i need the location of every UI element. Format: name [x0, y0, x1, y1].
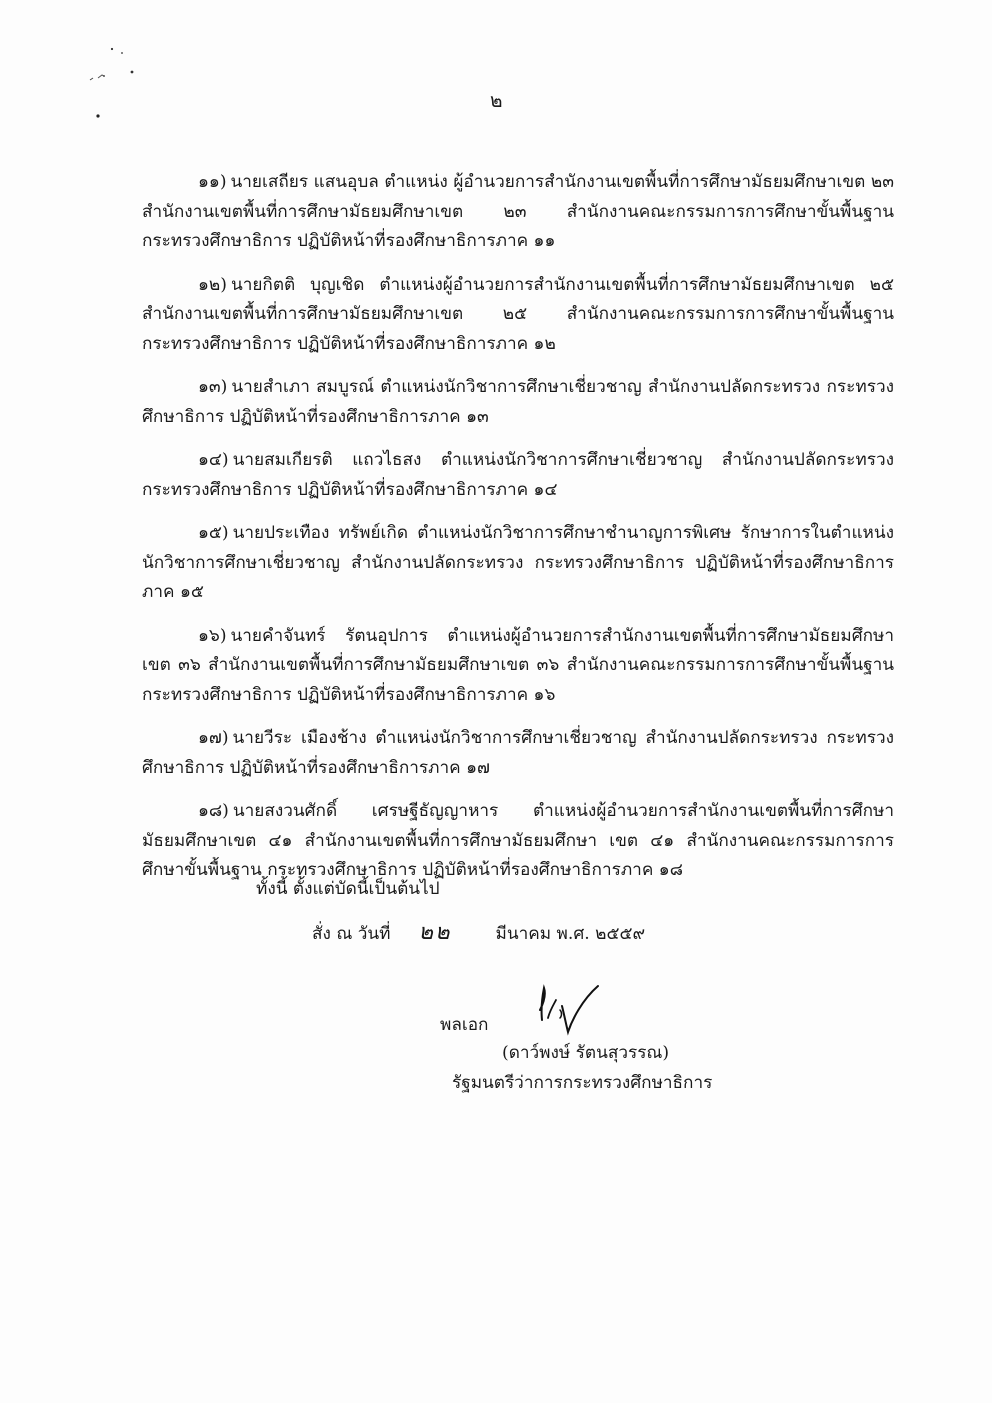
order-date [312, 914, 645, 949]
handwritten-day: ๒๒ [418, 920, 452, 945]
list-item [142, 724, 894, 783]
page-number: ๒ [490, 90, 503, 112]
list-item [142, 622, 894, 711]
list-item [142, 373, 894, 432]
item-number: ๑๗) [198, 728, 229, 748]
list-item [142, 168, 894, 257]
date-label: สั่ง ณ วันที่ [312, 924, 391, 944]
scan-specks [78, 40, 148, 130]
signatory-name: (ดาว์พงษ์ รัตนสุวรรณ) [502, 1043, 670, 1063]
item-number: ๑๓) [198, 377, 228, 397]
item-text: นายประเทือง ทรัพย์เกิด ตำแหน่งนักวิชาการศึกษาชำนาญการพิเศษ รักษาการในตำแหน่งนักวิชาการศึกษาเชี่ยวชาญ สำนักงานปลัดกระทรวง กระทรวงศึกษาธิการ ปฏิบัติหน้าที่รองศึกษาธิการภาค ๑๕ [142, 523, 894, 602]
item-number: ๑๖) [198, 625, 227, 646]
item-number: ๑๒) [198, 274, 227, 295]
item-text: นายสมเกียรติ แถวไธสง ตำแหน่งนักวิชาการศึกษาเชี่ยวชาญ สำนักงานปลัดกระทรวง กระทรวงศึกษาธิการ ปฏิบัติหน้าที่รองศึกษาธิการภาค ๑๔ [142, 450, 894, 500]
item-text: นายเสถียร แสนอุบล ตำแหน่ง ผู้อำนวยการสำนักงานเขตพื้นที่การศึกษามัธยมศึกษาเขต ๒๓ สำนักงานเขตพื้นที่การศึกษามัธยมศึกษาเขต ๒๓ สำนักงานคณะกรรมการการศึกษาขั้นพื้นฐาน กระทรวงศึกษาธิการ ปฏิบัติหน้าที่รองศึกษาธิการภาค ๑๑ [142, 172, 894, 251]
item-number: ๑๔) [198, 450, 229, 470]
closing-statement: ทั้งนี้ ตั้งแต่บัดนี้เป็นต้นไป [256, 879, 440, 899]
item-text: นายคำจันทร์ รัตนอุปการ ตำแหน่งผู้อำนวยการสำนักงานเขตพื้นที่การศึกษามัธยมศึกษาเขต ๓๖ สำนักงานเขตพื้นที่การศึกษามัธยมศึกษาเขต ๓๖ สำนักงานคณะกรรมการการศึกษาขั้นพื้นฐาน กระทรวงศึกษาธิการ ปฏิบัติหน้าที่รองศึกษาธิการภาค ๑๖ [142, 625, 894, 705]
list-item [142, 519, 894, 608]
item-number: ๑๘) [198, 801, 229, 821]
signatory-rank: พลเอก [440, 1015, 489, 1035]
signatory-title: รัฐมนตรีว่าการกระทรวงศึกษาธิการ [452, 1073, 713, 1093]
list-item [142, 446, 894, 505]
item-number: ๑๕) [198, 523, 229, 543]
handwritten-signature [532, 980, 612, 1040]
date-month-year: มีนาคม พ.ศ. ๒๕๕๙ [495, 924, 646, 944]
list-item [142, 797, 894, 886]
item-text: นายวีระ เมืองช้าง ตำแหน่งนักวิชาการศึกษาเชี่ยวชาญ สำนักงานปลัดกระทรวง กระทรวงศึกษาธิการ ปฏิบัติหน้าที่รองศึกษาธิการภาค ๑๗ [142, 728, 894, 778]
appointment-list [142, 168, 894, 900]
item-text: นายสำเภา สมบูรณ์ ตำแหน่งนักวิชาการศึกษาเชี่ยวชาญ สำนักงานปลัดกระทรวง กระทรวงศึกษาธิการ ปฏิบัติหน้าที่รองศึกษาธิการภาค ๑๓ [142, 377, 894, 427]
item-number: ๑๑) [198, 172, 227, 192]
item-text: นายสงวนศักดิ์ เศรษฐีธัญญาหาร ตำแหน่งผู้อำนวยการสำนักงานเขตพื้นที่การศึกษามัธยมศึกษาเขต ๔๑ สำนักงานเขตพื้นที่การศึกษามัธยมศึกษา เขต ๔๑ สำนักงานคณะกรรมการการศึกษาขั้นพื้นฐาน กระทรวงศึกษาธิการ ปฏิบัติหน้าที่รองศึกษาธิการภาค ๑๘ [142, 801, 894, 880]
item-text: นายกิตติ บุญเชิด ตำแหน่งผู้อำนวยการสำนักงานเขตพื้นที่การศึกษามัธยมศึกษาเขต ๒๕ สำนักงานเขตพื้นที่การศึกษามัธยมศึกษาเขต ๒๕ สำนักงานคณะกรรมการการศึกษาขั้นพื้นฐาน กระทรวงศึกษาธิการ ปฏิบัติหน้าที่รองศึกษาธิการภาค ๑๒ [142, 274, 894, 354]
list-item [142, 271, 894, 360]
